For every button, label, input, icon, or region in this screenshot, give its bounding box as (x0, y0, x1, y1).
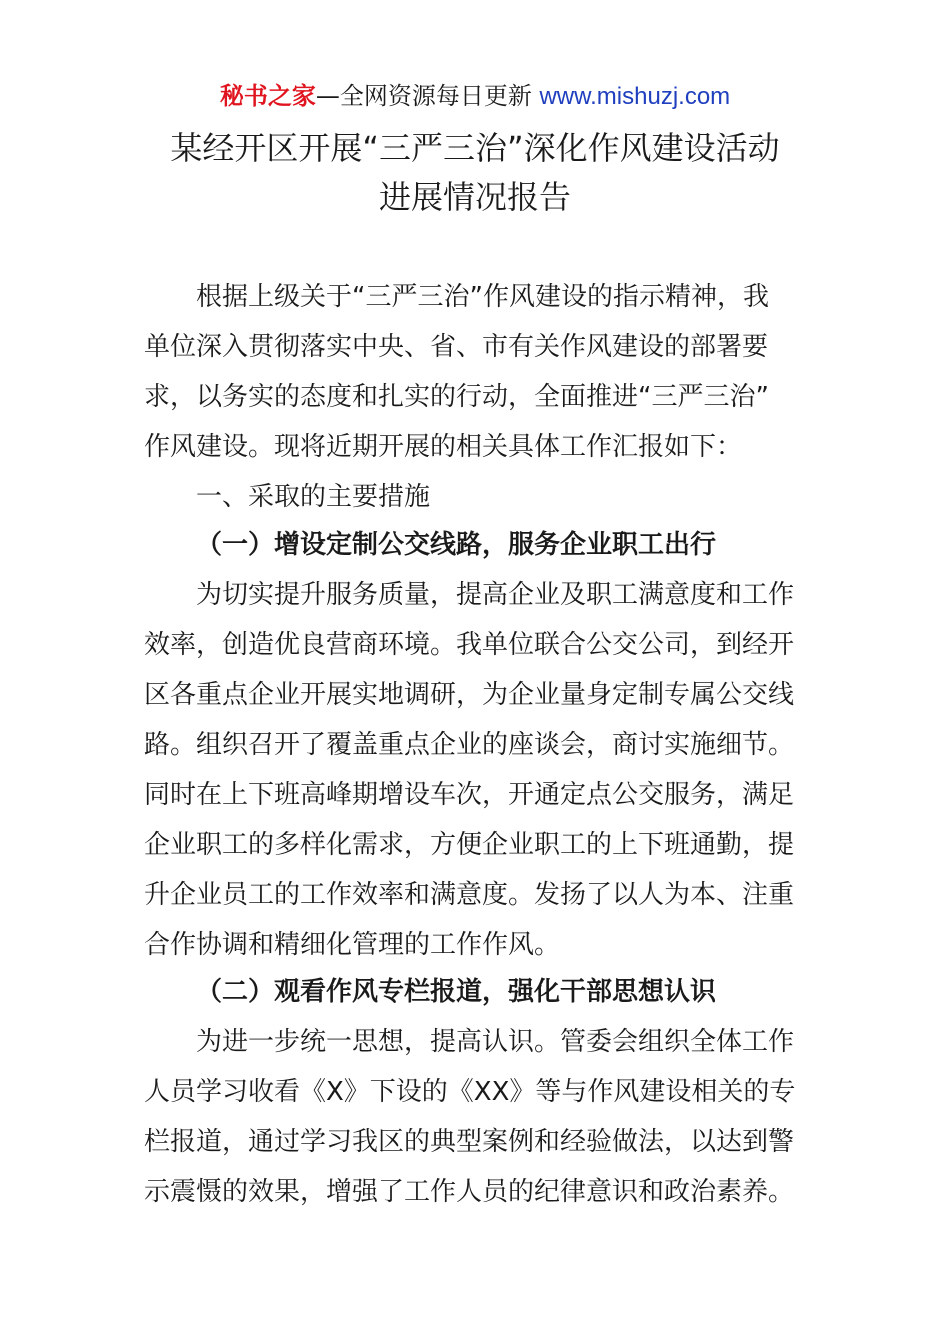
paragraph-line: 升企业员工的工作效率和满意度。发扬了以人为本、注重 (144, 880, 795, 910)
document-title-line-2: 进展情况报告 (378, 178, 571, 216)
paragraph-line: 效率，创造优良营商环境。我单位联合公交公司，到经开 (144, 630, 795, 660)
paragraph-line: 单位深入贯彻落实中央、省、市有关作风建设的部署要 (144, 332, 769, 362)
paragraph-line: 同时在上下班高峰期增设车次，开通定点公交服务，满足 (144, 780, 795, 810)
intro-paragraph (144, 272, 808, 472)
site-url[interactable]: www.mishuzj.com (539, 83, 731, 110)
paragraph-line: 求，以务实的态度和扎实的行动，全面推进“三严三治” (144, 382, 769, 412)
paragraph-line: 企业职工的多样化需求，方便企业职工的上下班通勤，提 (144, 830, 795, 860)
site-header (0, 80, 950, 113)
brand-name: 秘书之家 (219, 82, 316, 110)
subsection-heading-2: （二）观看作风专栏报道，强化干部思想认识 (196, 977, 717, 1007)
document-title-line-1: 某经开区开展“三严三治”深化作风建设活动 (170, 129, 780, 167)
paragraph-line: 为切实提升服务质量，提高企业及职工满意度和工作 (196, 580, 795, 610)
paragraph-line: 合作协调和精细化管理的工作作风。 (144, 930, 561, 960)
paragraph-line: 根据上级关于“三严三治”作风建设的指示精神，我 (196, 282, 769, 312)
site-tagline: —全网资源每日更新 (315, 82, 540, 110)
paragraph-line: 作风建设。现将近期开展的相关具体工作汇报如下： (144, 432, 743, 462)
subsection-1-paragraph (144, 570, 808, 970)
subsection-2-paragraph (144, 1017, 808, 1217)
paragraph-line: 栏报道，通过学习我区的典型案例和经验做法，以达到警 (144, 1127, 795, 1157)
subsection-heading-1: （一）增设定制公交线路，服务企业职工出行 (196, 530, 717, 560)
paragraph-line: 为进一步统一思想，提高认识。管委会组织全体工作 (196, 1027, 795, 1057)
paragraph-line: 示震慑的效果，增强了工作人员的纪律意识和政治素养。 (144, 1177, 795, 1207)
paragraph-line: 路。组织召开了覆盖重点企业的座谈会，商讨实施细节。 (144, 730, 795, 760)
paragraph-line: 区各重点企业开展实地调研，为企业量身定制专属公交线 (144, 680, 795, 710)
paragraph-line: 人员学习收看《X》下设的《XX》等与作风建设相关的专 (144, 1077, 796, 1107)
section-heading: 一、采取的主要措施 (196, 482, 431, 512)
